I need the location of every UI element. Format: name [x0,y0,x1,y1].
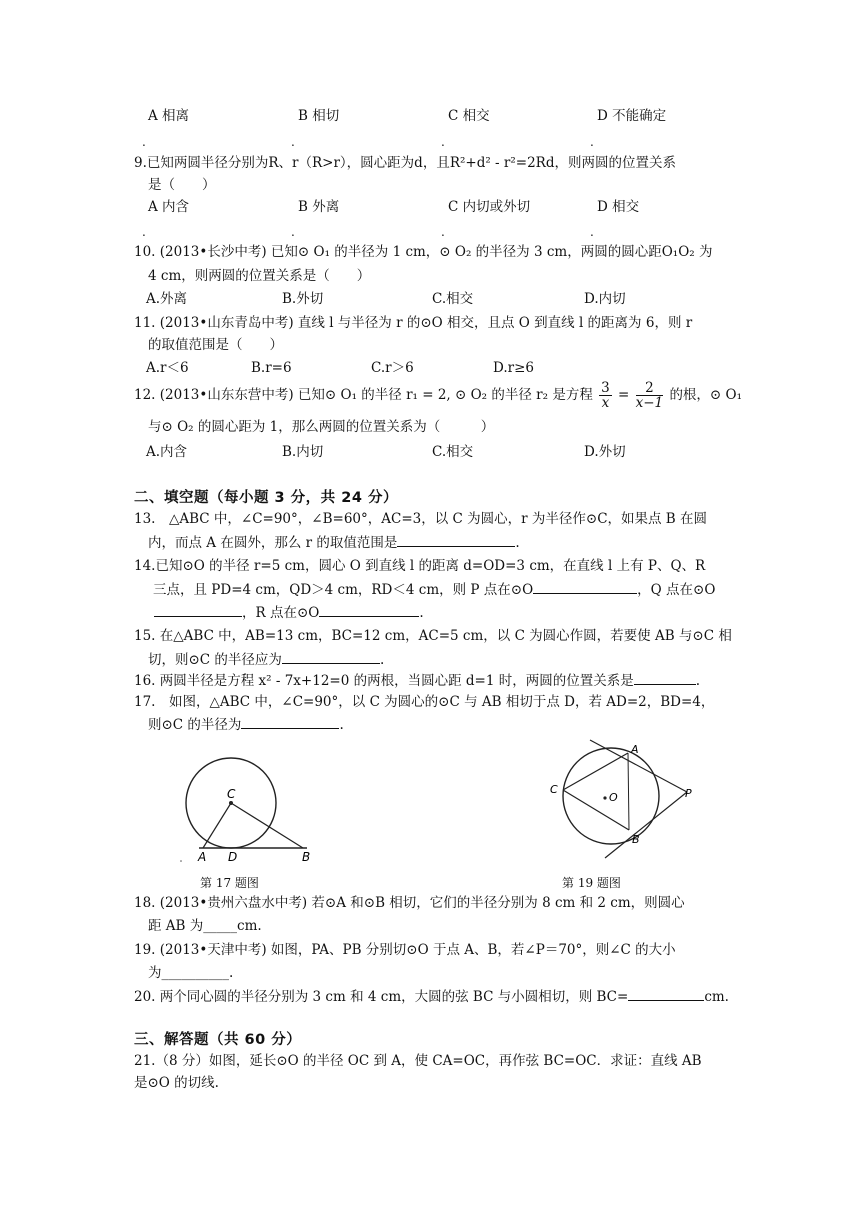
q9-option-b: B 外离 [298,199,340,215]
label-a: A [631,743,639,756]
separator-dot: . [441,135,445,149]
q19-line-1: 19. (2013•天津中考) 如图，PA、PB 分别切⊙O 于点 A、B，若∠P＝70°，则∠C 的大小 [134,942,676,958]
q12-option-a: A.内含 [146,444,188,460]
section-3-heading: 三、解答题（共 60 分） [134,1032,302,1048]
answer-blank [319,602,419,617]
label-p: P [685,787,692,800]
q12-options [148,442,748,462]
segment-ca [203,803,231,848]
label-a: A [198,850,207,864]
q14-line-2-mid: ，Q 点在⊙O [637,582,716,598]
section-2-heading: 二、填空题（每小题 3 分，共 24 分） [134,490,398,506]
separator-dot: . [441,225,445,239]
q12-fraction-1 [599,381,612,410]
answer-blank [397,532,515,547]
q14-line-3 [154,602,424,623]
q10-line-2: 4 cm，则两圆的位置关系是（ ） [148,268,371,284]
q11-option-a: A.r＜6 [146,360,189,376]
q12-option-b: B.内切 [282,444,324,460]
q14-period: . [419,605,424,621]
separator-dot: . [142,135,146,149]
q20-unit: cm. [704,989,729,1005]
q16-line-1 [134,670,700,691]
q20-line-1-text: 20. 两个同心圆的半径分别为 3 cm 和 4 cm，大圆的弦 BC 与小圆相切，则 BC= [134,989,629,1005]
q20-line-1 [134,986,729,1007]
q18-line-1: 18. (2013•贵州六盘水中考) 若⊙A 和⊙B 相切，它们的半径分别为 8 cm 和 2 cm，则圆心 [134,895,685,911]
label-d: D [228,850,238,864]
q17-line-2 [148,714,344,735]
q18-line-2: 距 AB 为_____cm. [148,918,262,934]
answer-blank [533,579,637,594]
label-b: B [302,850,311,864]
q13-line-2 [148,532,520,553]
q11-line-2: 的取值范围是（ ） [148,337,283,353]
q12-fraction-1-numerator: 3 [601,380,610,396]
q16-line-1-text: 16. 两圆半径是方程 x² - 7x+12=0 的两根，当圆心距 d=1 时，两圆的位置关系是 [134,673,634,689]
q9-option-a: A 内含 [148,199,190,215]
q9-options [148,197,748,217]
figure-17-caption: 第 17 题图 [200,876,259,890]
q16-period: . [695,673,701,689]
q12-option-c: C.相交 [432,444,474,460]
q9-option-c: C 内切或外切 [448,199,531,215]
center-point-o [603,796,606,799]
chord-ca [563,753,628,790]
center-point-c [229,801,233,805]
q15-period: . [379,652,385,668]
answer-blank [282,649,380,664]
q15-line-2 [148,649,384,670]
separator-dot: . [142,225,146,239]
q17-period: . [339,717,344,733]
label-c: C [550,783,558,796]
q13-line-2-text: 内，而点 A 在圆外，那么 r 的取值范围是 [148,535,398,551]
q12-line-1-text: 12. (2013•山东东营中考) 已知⊙ O₁ 的半径 r₁ = 2, ⊙ O₂ 的半径 r₂ 是方程 [134,387,593,403]
q13-period: . [515,535,520,551]
figure-19-caption: 第 19 题图 [562,876,621,890]
q8-option-c: C 相交 [448,108,490,124]
separator-dot: . [590,225,594,239]
q8-options [148,106,748,126]
q12-line-1-end: 的根，⊙ O₁ [669,387,743,403]
q12-fraction-1-denominator: x [601,395,610,411]
separator-dot: . [590,135,594,149]
q19-line-2: 为__________. [148,965,234,981]
label-c: C [227,787,236,801]
q11-option-d: D.r≥6 [493,360,534,376]
label-b: B [632,833,640,846]
q12-option-d: D.外切 [584,444,626,460]
separator-dot: . [291,225,295,239]
label-o: O [609,791,618,804]
answer-blank [628,986,704,1001]
q12-line-1 [134,376,742,414]
q12-fraction-2 [636,381,664,410]
q8-option-a: A 相离 [148,108,190,124]
q10-option-a: A.外离 [146,291,188,307]
chord-cb [563,790,629,830]
figure-17 [175,755,335,865]
q9-line-1: 9.已知两圆半径分别为R、r（R>r），圆心距为d，且R²+d² - r²=2Rd，则两圆的位置关系 [134,155,676,171]
q10-options [148,289,748,309]
q11-line-1: 11. (2013•山东青岛中考) 直线 l 与半径为 r 的⊙O 相交，且点 O 到直线 l 的距离为 6，则 r [134,315,693,331]
q9-line-2: 是（ ） [148,177,216,193]
stray-mark [180,860,182,862]
q12-equals: = [618,387,630,403]
answer-blank [241,714,339,729]
separator-dot: . [291,135,295,149]
q15-line-1: 15. 在△ABC 中，AB=13 cm，BC=12 cm，AC=5 cm，以 C 为圆心作圆，若要使 AB 与⊙C 相 [134,628,732,644]
q14-line-2-text: 三点，且 PD=4 cm，QD＞4 cm，RD＜4 cm，则 P 点在⊙O [153,582,534,598]
q10-option-c: C.相交 [432,291,474,307]
q10-option-b: B.外切 [282,291,324,307]
chord-ab [628,753,629,830]
q8-option-d: D 不能确定 [597,108,667,124]
q8-option-b: B 相切 [298,108,340,124]
q21-line-1: 21.（8 分）如图，延长⊙O 的半径 OC 到 A，使 CA=OC，再作弦 BC=OC．求证：直线 AB [134,1053,702,1069]
q12-fraction-2-numerator: 2 [636,381,664,396]
q11-option-b: B.r=6 [251,360,292,376]
q13-line-1: 13. △ABC 中，∠C=90°，∠B=60°，AC=3，以 C 为圆心，r 为半径作⊙C，如果点 B 在圆 [134,511,708,527]
q10-option-d: D.内切 [584,291,626,307]
q15-line-2-text: 切，则⊙C 的半径应为 [148,652,282,668]
q17-line-1: 17. 如图，△ABC 中，∠C=90°，以 C 为圆心的⊙C 与 AB 相切于点 D，若 AD=2，BD=4， [134,694,715,710]
q21-line-2: 是⊙O 的切线. [134,1075,219,1091]
q17-line-2-text: 则⊙C 的半径为 [148,717,242,733]
q14-line-3-text: ，R 点在⊙O [242,605,320,621]
q14-line-1: 14.已知⊙O 的半径 r=5 cm，圆心 O 到直线 l 的距离 d=OD=3 cm，在直线 l 上有 P、Q、R [134,558,706,574]
q11-options [148,358,748,378]
q14-line-2 [153,579,715,600]
segment-cb [231,803,303,848]
q9-option-d: D 相交 [597,199,640,215]
q12-line-2: 与⊙ O₂ 的圆心距为 1，那么两圆的位置关系为（ ） [148,419,495,435]
figure-19 [545,740,745,865]
answer-blank [634,670,696,685]
q10-line-1: 10. (2013•长沙中考) 已知⊙ O₁ 的半径为 1 cm，⊙ O₂ 的半径为 3 cm，两圆的圆心距O₁O₂ 为 [134,244,713,260]
q11-option-c: C.r＞6 [371,360,414,376]
q12-fraction-2-denominator: x−1 [635,395,664,411]
answer-blank [154,602,242,617]
